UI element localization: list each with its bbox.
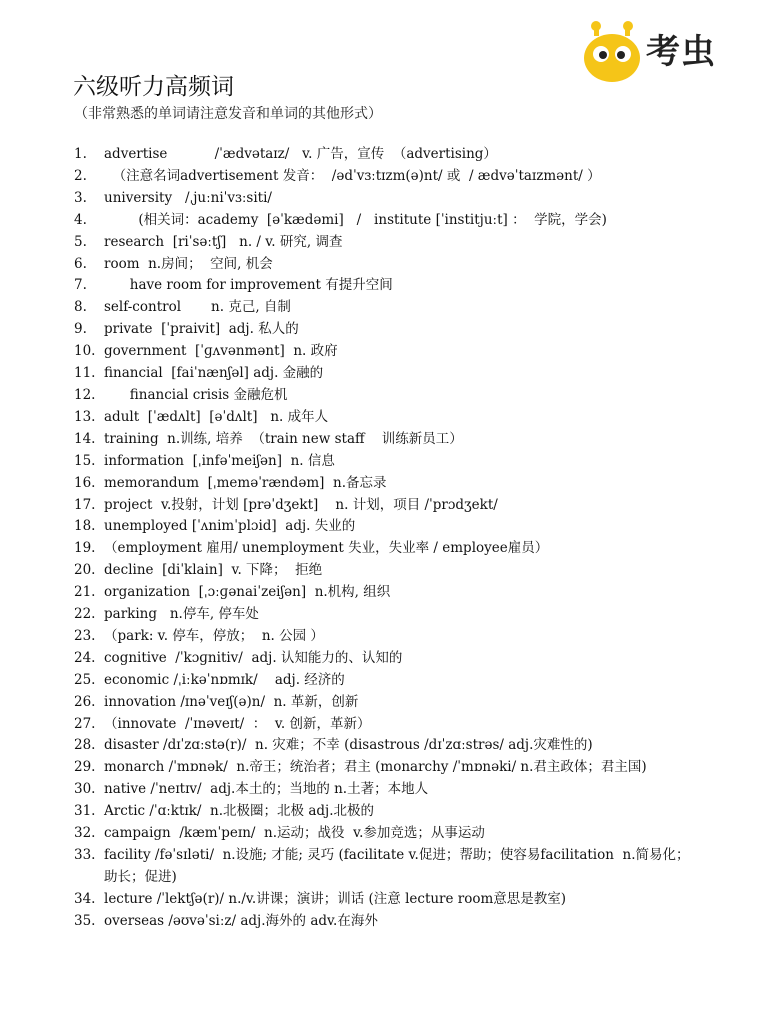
entry-number: 26. xyxy=(74,693,96,710)
page-title: 六级听力高频词 xyxy=(73,74,234,100)
vocab-entry xyxy=(0,341,768,363)
vocab-entry xyxy=(0,275,768,297)
vocabulary-list xyxy=(0,144,768,933)
vocab-entry xyxy=(0,297,768,319)
entry-number: 34. xyxy=(74,890,96,907)
vocab-entry xyxy=(0,670,768,692)
vocab-entry xyxy=(0,254,768,276)
entry-text: self-control n. 克己, 自制 xyxy=(104,299,291,316)
vocab-entry xyxy=(0,582,768,604)
page-subtitle: （非常熟悉的单词请注意发音和单词的其他形式） xyxy=(74,106,382,122)
entry-number: 9. xyxy=(74,321,87,338)
entry-number: 18. xyxy=(74,518,96,535)
entry-number: 24. xyxy=(74,649,96,666)
entry-number: 33. xyxy=(74,847,96,863)
entry-text: disaster /dɪˈzɑːstə(r)/ n. 灾难；不幸 (disastrous /dɪˈzɑːstrəs/ adj.灾难性的) xyxy=(104,737,593,754)
entry-text: organization [ˌɔːɡənaiˈzeiʃən] n.机构, 组织 xyxy=(104,584,391,601)
entry-text: unemployed [ˈʌnimˈplɔid] adj. 失业的 xyxy=(104,518,356,535)
entry-text: information [ˌinfəˈmeiʃən] n. 信息 xyxy=(104,452,335,469)
entry-text: financial crisis 金融危机 xyxy=(104,386,288,403)
entry-number: 20. xyxy=(74,562,96,579)
vocab-entry xyxy=(0,451,768,473)
entry-text: financial [faiˈnænʃəl] adj. 金融的 xyxy=(104,365,324,382)
entry-number: 30. xyxy=(74,781,96,798)
entry-text: private [ˈpraivit] adj. 私人的 xyxy=(104,321,299,338)
entry-text: （innovate /ˈɪnəveɪt/ ： v. 创新，革新） xyxy=(104,715,371,732)
entry-number: 32. xyxy=(74,825,96,842)
entry-text: research [riˈsəːtʃ] n. / v. 研究, 调查 xyxy=(104,233,343,250)
vocab-entry xyxy=(0,188,768,210)
entry-number: 7. xyxy=(74,277,87,294)
entry-number: 28. xyxy=(74,737,96,754)
entry-text: native /ˈneɪtɪv/ adj.本土的；当地的 n.土著；本地人 xyxy=(104,781,429,798)
vocab-entry xyxy=(0,232,768,254)
vocab-entry xyxy=(0,538,768,560)
entry-text: university /ˌjuːniˈvɜːsiti/ xyxy=(104,189,272,206)
entry-number: 31. xyxy=(74,803,96,820)
vocab-entry xyxy=(0,210,768,232)
vocab-entry xyxy=(0,385,768,407)
vocab-entry xyxy=(0,911,768,933)
vocab-entry xyxy=(0,560,768,582)
vocab-entry xyxy=(0,757,768,779)
entry-text: (相关词：academy [əˈkædəmi] / institute [ˈinstitjuːt] ： 学院，学会) xyxy=(104,211,607,228)
entry-text: campaign /kæmˈpeɪn/ n.运动；战役 v.参加竞选；从事运动 xyxy=(104,825,485,842)
entry-text: have room for improvement 有提升空间 xyxy=(104,277,393,294)
vocab-entry xyxy=(0,801,768,823)
entry-text: lecture /ˈlektʃə(r)/ n./v.讲课；演讲；训话 (注意 lecture room意思是教室) xyxy=(104,890,567,907)
vocab-entry xyxy=(0,166,768,188)
entry-number: 14. xyxy=(74,430,96,447)
vocab-entry xyxy=(0,714,768,736)
vocab-entry xyxy=(0,516,768,538)
vocab-entry xyxy=(0,779,768,801)
entry-number: 2. xyxy=(74,167,87,184)
entry-text: training n.训练, 培养 （train new staff 训练新员工） xyxy=(104,430,463,447)
entry-text: room n.房间； 空间, 机会 xyxy=(104,255,273,272)
entry-number: 13. xyxy=(74,408,96,425)
vocab-entry xyxy=(0,473,768,495)
entry-number: 21. xyxy=(74,584,96,601)
vocab-entry xyxy=(0,648,768,670)
bug-mascot-icon xyxy=(580,20,644,84)
vocab-entry xyxy=(0,626,768,648)
entry-text: advertise /ˈædvətaɪz/ v. 广告，宣传 （advertising） xyxy=(104,146,497,162)
entry-number: 27. xyxy=(74,715,96,732)
entry-text: decline [diˈklain] v. 下降； 拒绝 xyxy=(104,562,323,579)
entry-number: 5. xyxy=(74,233,87,250)
entry-number: 10. xyxy=(74,343,96,360)
entry-number: 22. xyxy=(74,606,96,623)
vocab-entry xyxy=(0,407,768,429)
vocab-entry xyxy=(0,429,768,451)
vocab-entry xyxy=(0,604,768,626)
entry-text: overseas /əʊvəˈsiːz/ adj.海外的 adv.在海外 xyxy=(104,912,378,929)
entry-text: parking n.停车, 停车处 xyxy=(104,606,259,623)
vocab-entry xyxy=(0,495,768,517)
entry-text: （注意名词advertisement 发音： /ədˈvɜːtɪzm(ə)nt/ 或 / ædvəˈtaɪzmənt/ ） xyxy=(104,167,601,184)
entry-text: monarch /ˈmɒnək/ n.帝王；统治者；君主 (monarchy /ˈmɒnəki/ n.君主政体；君主国) xyxy=(104,759,647,776)
entry-text: economic /ˌiːkəˈnɒmɪk/ adj. 经济的 xyxy=(104,671,345,688)
entry-text: Arctic /ˈɑːktɪk/ n.北极圈；北极 adj.北极的 xyxy=(104,803,374,820)
entry-text: cognitive /ˈkɔɡnitiv/ adj. 认知能力的、认知的 xyxy=(104,649,403,666)
brand-name: 考虫 xyxy=(646,32,716,72)
entry-number: 3. xyxy=(74,189,87,206)
vocab-entry xyxy=(0,692,768,714)
vocab-entry xyxy=(0,363,768,385)
entry-text: innovation /ɪnəˈveɪʃ(ə)n/ n. 革新，创新 xyxy=(104,693,359,710)
kaochong-logo xyxy=(580,20,740,84)
vocab-entry xyxy=(0,735,768,757)
entry-number: 12. xyxy=(74,386,96,403)
entry-text: （employment 雇用/ unemployment 失业，失业率 / employee雇员） xyxy=(104,540,549,557)
entry-text: project v.投射，计划 [prəˈdʒekt] n. 计划，项目 /ˈprɔdʒekt/ xyxy=(104,496,498,513)
entry-number: 4. xyxy=(74,211,87,228)
entry-number: 8. xyxy=(74,299,87,316)
vocab-entry xyxy=(0,845,768,889)
entry-number: 15. xyxy=(74,452,96,469)
entry-number: 1. xyxy=(74,146,87,162)
entry-number: 23. xyxy=(74,627,96,644)
vocab-entry xyxy=(0,144,768,166)
entry-number: 16. xyxy=(74,474,96,491)
entry-number: 29. xyxy=(74,759,96,776)
entry-text: adult [ˈædʌlt] [əˈdʌlt] n. 成年人 xyxy=(104,408,329,425)
vocab-entry xyxy=(0,889,768,911)
entry-text: （park: v. 停车，停放； n. 公园 ） xyxy=(104,627,324,644)
entry-number: 19. xyxy=(74,540,96,557)
vocab-entry xyxy=(0,823,768,845)
vocab-entry xyxy=(0,319,768,341)
entry-number: 25. xyxy=(74,671,96,688)
entry-text: memorandum [ˌmeməˈrændəm] n.备忘录 xyxy=(104,474,387,491)
entry-number: 35. xyxy=(74,912,96,929)
entry-text: government [ˈɡʌvənmənt] n. 政府 xyxy=(104,343,338,360)
entry-number: 11. xyxy=(74,365,96,382)
entry-number: 17. xyxy=(74,496,96,513)
entry-number: 6. xyxy=(74,255,87,272)
entry-text: facility /fəˈsɪləti/ n.设施; 才能; 灵巧 (facilitate v.促进；帮助；使容易facilitation n.简易化；助长；促进) xyxy=(104,847,690,885)
